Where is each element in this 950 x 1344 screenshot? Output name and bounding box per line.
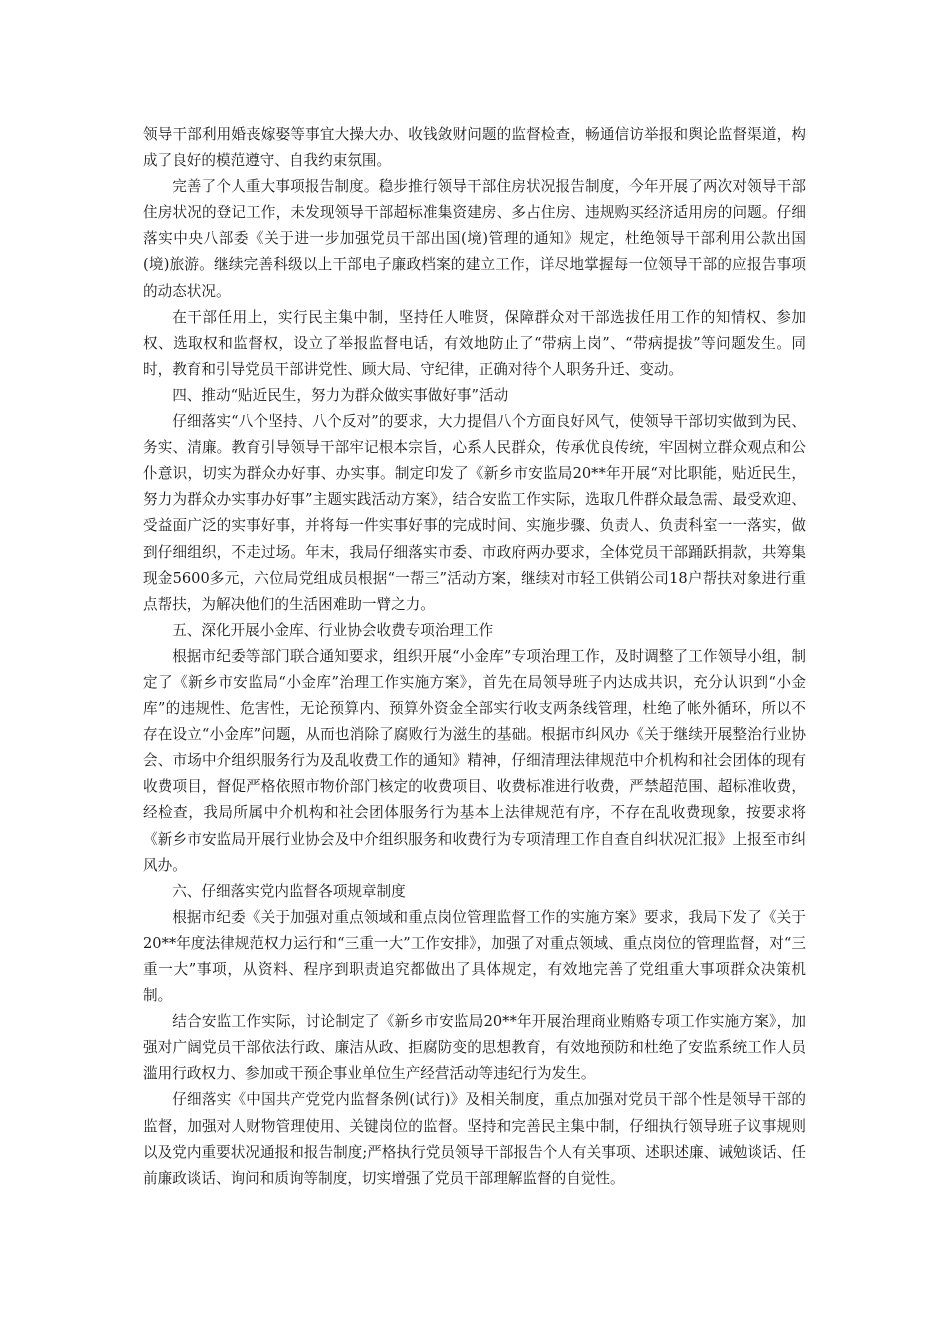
paragraph-small-treasury: 根据市纪委等部门联合通知要求，组织开展“小金库”专项治理工作，及时调整了工作领导小组，制定了《新乡市安监局“小金库”治理工作实施方案》，首先在局领导班子内达成共识，充分认识到“小金库”的违规性、危害性，无论预算内、预算外资金全部实行收支两条线管理，杜绝了帐外循环，所以不存在设立“小金库”问题，从而也消除了腐败行为滋生的基础。根据市纠风办《关于继续开展整治行业协会、市场中介组织服务行为及乱收费工作的通知》精神，仔细清理法律规范中介机构和社会团体的现有收费项目，督促严格依照市物价部门核定的收费项目、收费标准进行收费，严禁超范围、超标准收费，经检查，我局所属中介机构和社会团体服务行为基本上法律规范有序，不存在乱收费现象，按要求将《新乡市安监局开展行业协会及中介组织服务和收费行为专项清理工作自查自纠状况汇报》上报至市纠风办。 (143, 647, 806, 874)
paragraph-cadre-appointment: 在干部任用上，实行民主集中制，坚持任人唯贤，保障群众对干部选拔任用工作的知情权、参加权、选取权和监督权，设立了举报监督电话，有效地防止了“带病上岗”、“带病提拔”等问题发生。同时，教育和引导党员干部讲党性、顾大局、守纪律，正确对待个人职务升迁、变动。 (143, 308, 806, 378)
section-heading-5: 五、深化开展小金库、行业协会收费专项治理工作 (172, 621, 494, 639)
paragraph-personal-report: 完善了个人重大事项报告制度。稳步推行领导干部住房状况报告制度，今年开展了两次对领导干部住房状况的登记工作，未发现领导干部超标准集资建房、多占住房、违规购买经济适用房的问题。仔细落实中央八部委《关于进一步加强党员干部出国(境)管理的通知》规定，杜绝领导干部利用公款出国(境)旅游。继续完善科级以上干部电子廉政档案的建立工作，详尽地掌握每一位领导干部的应报告事项的动态状况。 (143, 178, 806, 300)
paragraph-party-supervision: 仔细落实《中国共产党党内监督条例(试行)》及相关制度，重点加强对党员干部个性是领导干部的监督，加强对人财物管理使用、关键岗位的监督。坚持和完善民主集中制，仔细执行领导班子议事规则以及党内重要状况通报和报告制度;严格执行党员领导干部报告个人有关事项、述职述廉、诫勉谈话、任前廉政谈话、询问和质询等制度，切实增强了党员干部理解监督的自觉性。 (143, 1091, 806, 1187)
paragraph-livelihood: 仔细落实“八个坚持、八个反对”的要求，大力提倡八个方面良好风气，使领导干部切实做到为民、务实、清廉。教育引导领导干部牢记根本宗旨，心系人民群众，传承优良传统，牢固树立群众观点和公仆意识，切实为群众办好事、办实事。制定印发了《新乡市安监局20**年开展“对比职能，贴近民生，努力为群众办实事办好事”主题实践活动方案》，结合安监工作实际，选取几件群众最急需、最受欢迎、受益面广泛的实事好事，并将每一件实事好事的完成时间、实施步骤、负责人、负责科室一一落实，做到仔细组织，不走过场。年末，我局仔细落实市委、市政府两办要求，全体党员干部踊跃捐款，共筹集现金5600多元，六位局党组成员根据“一帮三”活动方案，继续对市轻工供销公司18户帮扶对象进行重点帮扶，为解决他们的生活困难助一臂之力。 (143, 413, 806, 613)
document-body (143, 122, 806, 1192)
section-heading-6: 六、仔细落实党内监督各项规章制度 (172, 882, 406, 900)
paragraph-key-areas: 根据市纪委《关于加强对重点领域和重点岗位管理监督工作的实施方案》要求，我局下发了《关于20**年度法律规范权力运行和“三重一大”工作安排》，加强了对重点领域、重点岗位的管理监督，对“三重一大”事项，从资料、程序到职责追究都做出了具体规定，有效地完善了党组重大事项群众决策机制。 (143, 908, 806, 1005)
paragraph-continued: 领导干部利用婚丧嫁娶等事宜大操大办、收钱敛财问题的监督检查，畅通信访举报和舆论监督渠道，构成了良好的模范遵守、自我约束氛围。 (143, 126, 806, 170)
section-heading-4: 四、推动“贴近民生，努力为群众做实事做好事”活动 (172, 386, 509, 404)
paragraph-bribery: 结合安监工作实际，讨论制定了《新乡市安监局20**年开展治理商业贿赂专项工作实施方案》，加强对广阔党员干部依法行政、廉洁从政、拒腐防变的思想教育，有效地预防和杜绝了安监系统工作人员滥用行政权力、参加或干预企事业单位生产经营活动等违纪行为发生。 (143, 1013, 806, 1083)
